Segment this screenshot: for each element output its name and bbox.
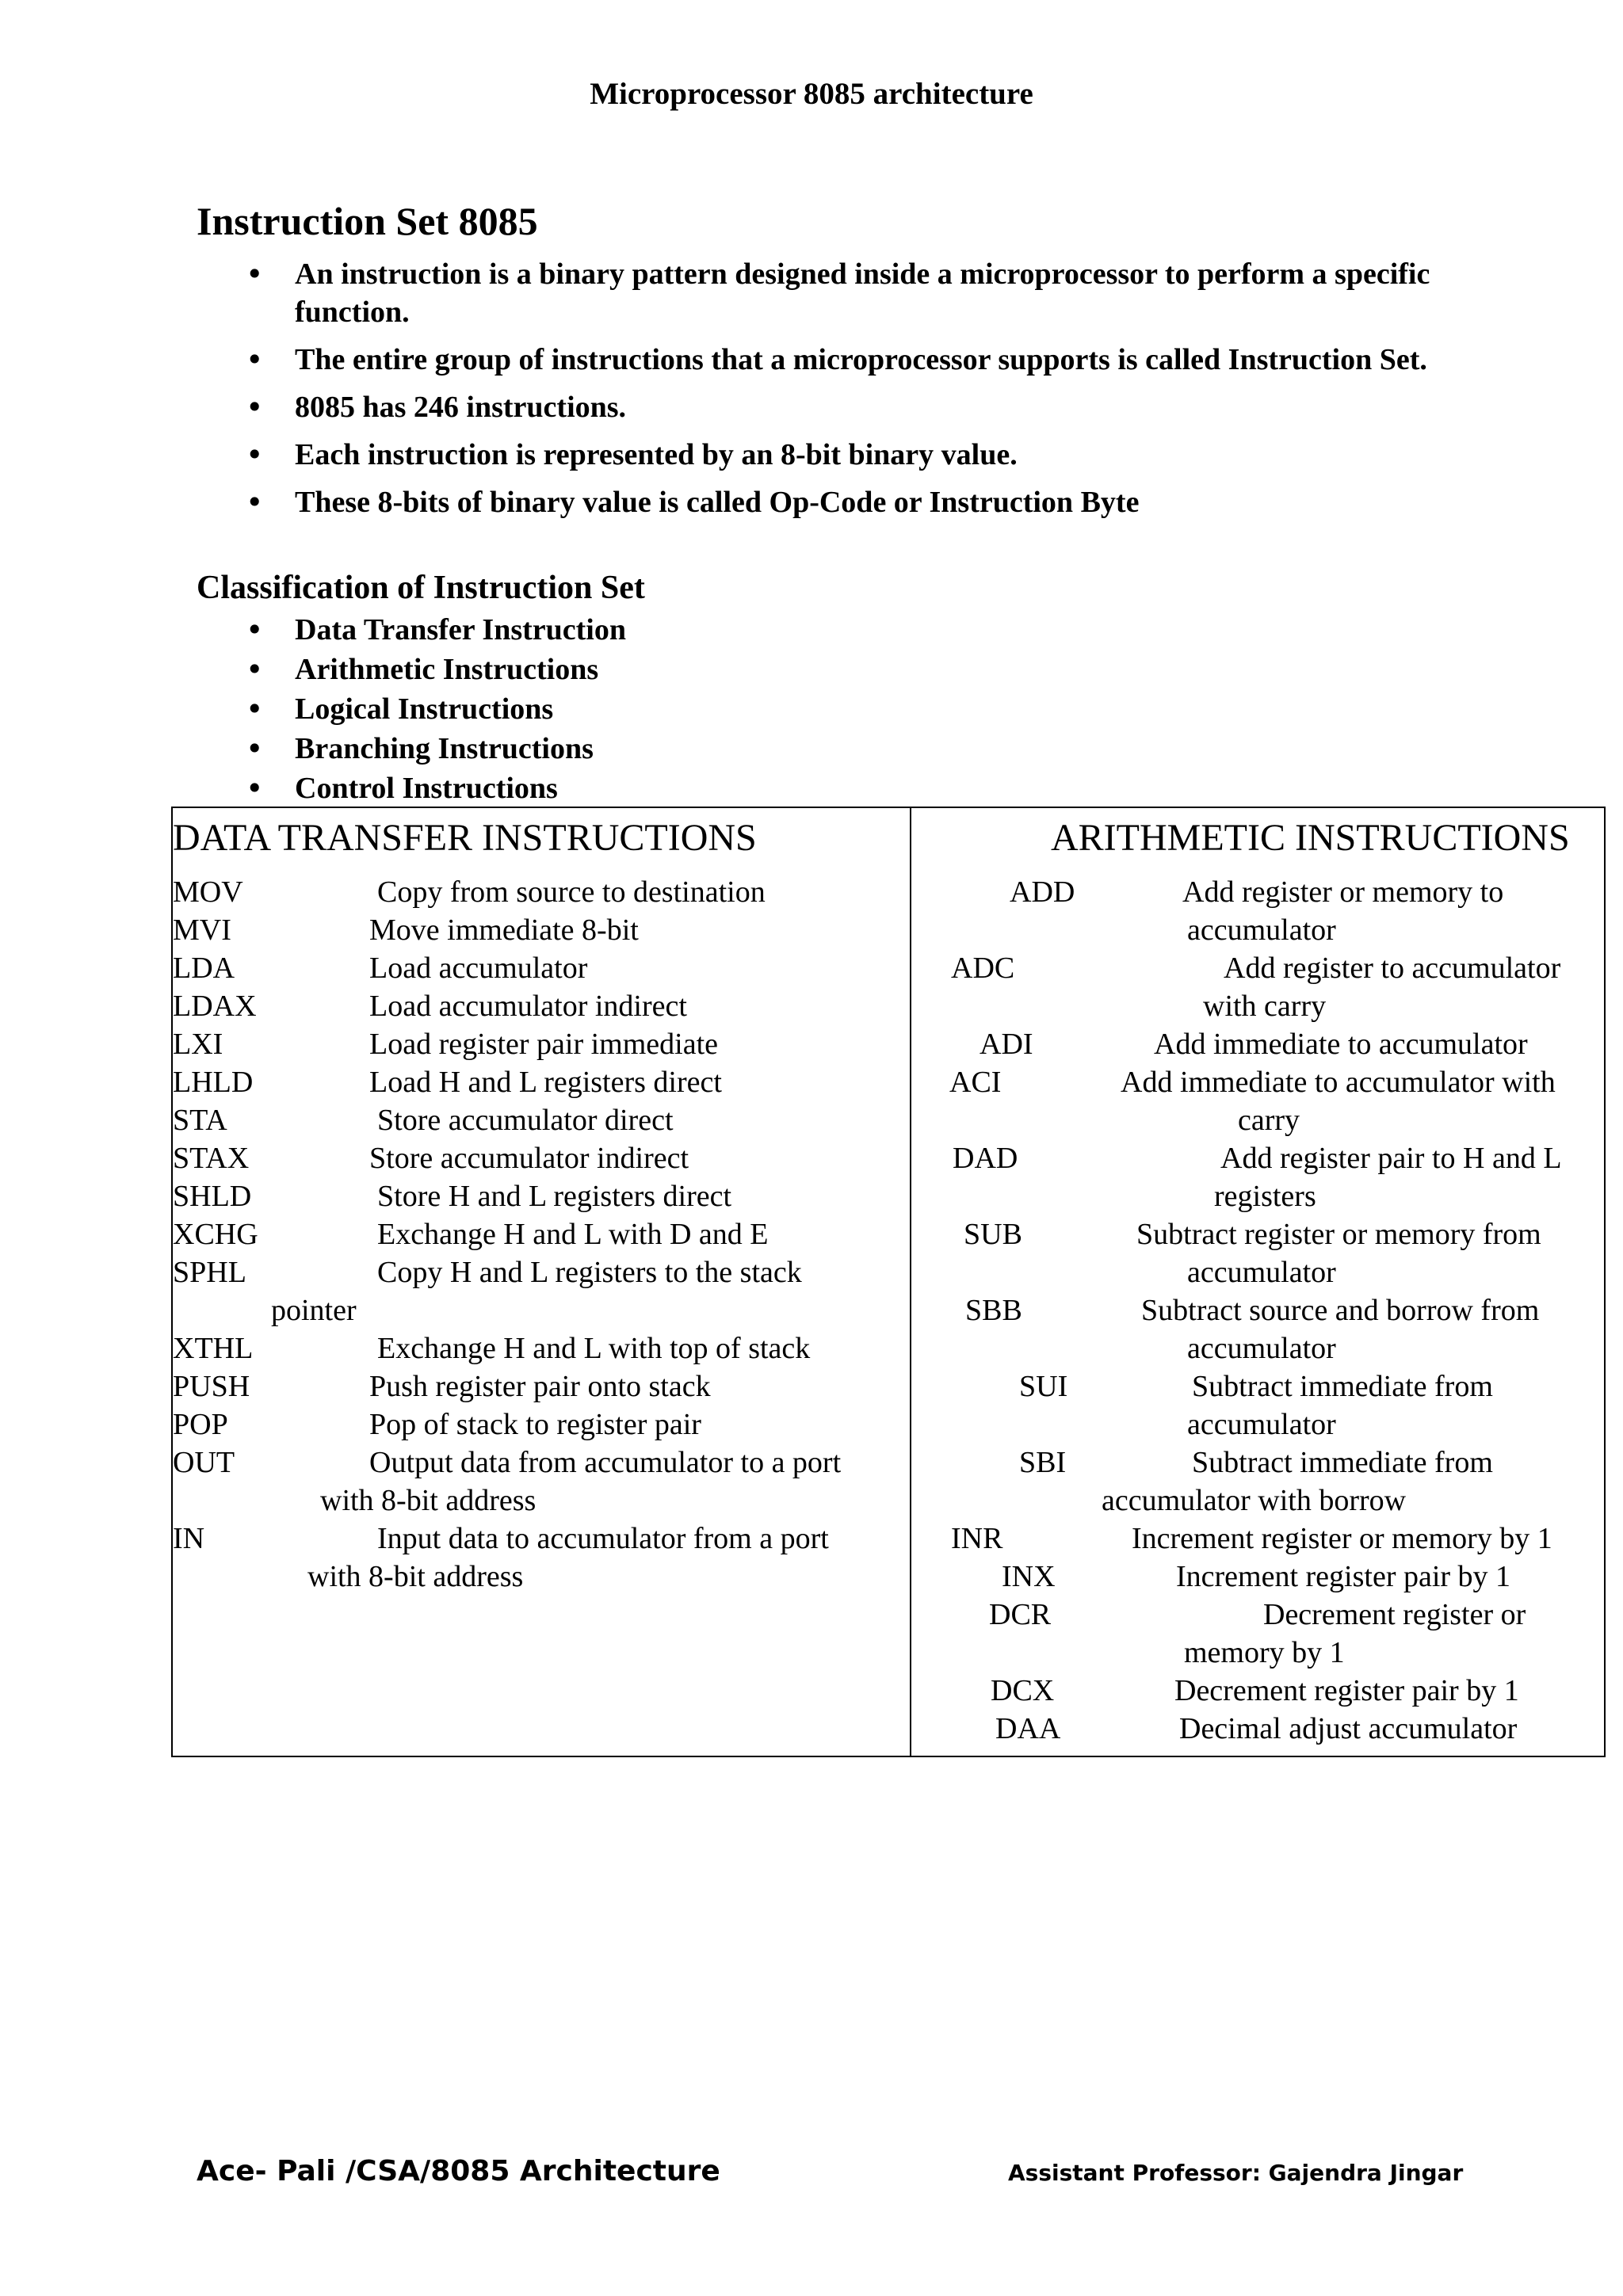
dt-description: Output data from accumulator to a port — [369, 1446, 842, 1479]
ar-mnemonic: INX — [1002, 1560, 1056, 1593]
dt-mnemonic: OUT — [173, 1446, 235, 1479]
dt-description: Store accumulator direct — [377, 1104, 674, 1137]
dt-mnemonic: MOV — [173, 875, 243, 909]
ar-continuation: registers — [1214, 1180, 1316, 1213]
bullet-item: • An instruction is a binary pattern designed inside a microprocessor to perform a specific function. — [238, 255, 1442, 331]
ar-description: Increment register pair by 1 — [1176, 1560, 1511, 1593]
footer-right-text: Assistant Professor: Gajendra Jingar — [1008, 2160, 1464, 2186]
ar-description: Add register to accumulator — [1224, 952, 1561, 985]
ar-mnemonic: DCX — [991, 1674, 1055, 1707]
ar-mnemonic: DAA — [995, 1712, 1061, 1745]
dt-mnemonic: PUSH — [173, 1370, 250, 1403]
classification-item: • Branching Instructions — [238, 729, 626, 769]
dt-mnemonic: SHLD — [173, 1180, 252, 1213]
ar-continuation: accumulator — [1187, 1332, 1336, 1365]
dt-description: Store H and L registers direct — [377, 1180, 732, 1213]
dt-mnemonic: STA — [173, 1104, 227, 1137]
ar-mnemonic: ACI — [949, 1066, 1002, 1099]
ar-description: Add immediate to accumulator — [1154, 1028, 1528, 1061]
dt-description: Exchange H and L with top of stack — [377, 1332, 811, 1365]
dt-description: Input data to accumulator from a port — [377, 1522, 829, 1555]
ar-continuation: memory by 1 — [1184, 1636, 1345, 1669]
dt-description: Store accumulator indirect — [369, 1142, 689, 1175]
data-transfer-heading: DATA TRANSFER INSTRUCTIONS — [173, 817, 757, 859]
dt-description: Load accumulator — [369, 952, 588, 985]
ar-description: Decrement register pair by 1 — [1174, 1674, 1519, 1707]
ar-description: Add immediate to accumulator with — [1121, 1066, 1556, 1099]
dt-description: Pop of stack to register pair — [369, 1408, 701, 1441]
classification-item: • Data Transfer Instruction — [238, 610, 626, 650]
ar-description: Add register or memory to — [1182, 875, 1504, 909]
classification-item: • Logical Instructions — [238, 689, 626, 729]
classification-item: • Control Instructions — [238, 769, 626, 808]
dt-description: Push register pair onto stack — [369, 1370, 711, 1403]
bullet-item: • Each instruction is represented by an 8-bit binary value. — [238, 436, 1442, 474]
ar-description: Add register pair to H and L — [1220, 1142, 1562, 1175]
ar-description: Increment register or memory by 1 — [1132, 1522, 1552, 1555]
ar-description: Subtract immediate from — [1192, 1370, 1493, 1403]
dt-mnemonic: POP — [173, 1408, 228, 1441]
dt-mnemonic: XCHG — [173, 1218, 258, 1251]
ar-description: Decimal adjust accumulator — [1179, 1712, 1518, 1745]
dt-description: Copy H and L registers to the stack — [377, 1256, 802, 1289]
ar-continuation: carry — [1238, 1104, 1300, 1137]
ar-mnemonic: INR — [951, 1522, 1003, 1555]
dt-mnemonic: IN — [173, 1522, 205, 1555]
ar-mnemonic: ADI — [980, 1028, 1033, 1061]
dt-description: Move immediate 8-bit — [369, 913, 639, 947]
ar-description: Decrement register or — [1263, 1598, 1526, 1631]
ar-mnemonic: SBB — [965, 1294, 1022, 1327]
classification-title: Classification of Instruction Set — [197, 570, 645, 606]
ar-continuation: accumulator — [1187, 1408, 1336, 1441]
ar-mnemonic: DAD — [953, 1142, 1018, 1175]
instruction-set-bullets — [238, 255, 1442, 531]
dt-mnemonic: LXI — [173, 1028, 223, 1061]
page-header-title: Microprocessor 8085 architecture — [590, 77, 1033, 111]
ar-mnemonic: ADD — [1010, 875, 1075, 909]
ar-description: Subtract immediate from — [1192, 1446, 1493, 1479]
dt-continuation: with 8-bit address — [307, 1560, 524, 1593]
instruction-set-title: Instruction Set 8085 — [197, 199, 538, 243]
ar-description: Subtract source and borrow from — [1141, 1294, 1540, 1327]
dt-description: Copy from source to destination — [377, 875, 766, 909]
dt-mnemonic: XTHL — [173, 1332, 254, 1365]
dt-continuation: pointer — [271, 1294, 357, 1327]
dt-description: Load accumulator indirect — [369, 990, 687, 1023]
ar-mnemonic: SBI — [1019, 1446, 1067, 1479]
ar-mnemonic: ADC — [951, 952, 1015, 985]
ar-description: Subtract register or memory from — [1136, 1218, 1541, 1251]
classification-item: • Arithmetic Instructions — [238, 650, 626, 689]
ar-mnemonic: SUB — [964, 1218, 1022, 1251]
instruction-table — [171, 807, 1606, 1757]
ar-continuation: accumulator with borrow — [1102, 1484, 1407, 1517]
classification-list — [238, 610, 626, 808]
arithmetic-heading: ARITHMETIC INSTRUCTIONS — [1051, 817, 1570, 859]
dt-mnemonic: LDA — [173, 952, 235, 985]
ar-continuation: with carry — [1203, 990, 1327, 1023]
footer-left-text: Ace- Pali /CSA/8085 Architecture — [197, 2155, 720, 2187]
ar-continuation: accumulator — [1187, 913, 1336, 947]
dt-mnemonic: STAX — [173, 1142, 250, 1175]
bullet-item: • The entire group of instructions that a microprocessor supports is called Instruction Set. — [238, 341, 1442, 379]
dt-mnemonic: LDAX — [173, 990, 257, 1023]
ar-mnemonic: DCR — [989, 1598, 1052, 1631]
ar-mnemonic: SUI — [1019, 1370, 1068, 1403]
dt-description: Load register pair immediate — [369, 1028, 718, 1061]
bullet-item: • These 8-bits of binary value is called Op-Code or Instruction Byte — [238, 483, 1442, 521]
dt-description: Exchange H and L with D and E — [377, 1218, 769, 1251]
dt-mnemonic: SPHL — [173, 1256, 246, 1289]
column-divider — [910, 808, 911, 1756]
dt-mnemonic: MVI — [173, 913, 231, 947]
dt-description: Load H and L registers direct — [369, 1066, 722, 1099]
dt-mnemonic: LHLD — [173, 1066, 254, 1099]
ar-continuation: accumulator — [1187, 1256, 1336, 1289]
dt-continuation: with 8-bit address — [320, 1484, 537, 1517]
bullet-item: • 8085 has 246 instructions. — [238, 388, 1442, 426]
